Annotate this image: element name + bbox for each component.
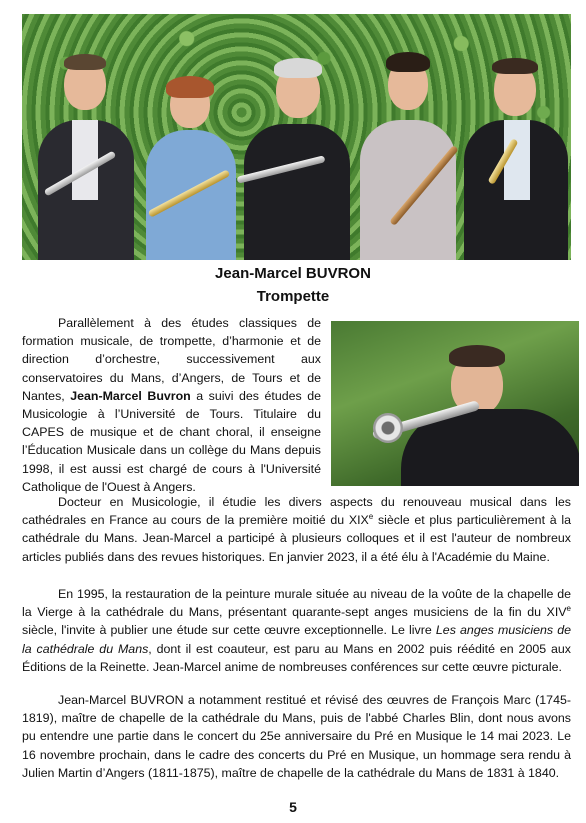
group-photo: [22, 14, 571, 260]
paragraph-4: Jean-Marcel BUVRON a notamment restitué et révisé des œuvres de François Marc (1745-1819), maître de chapelle de la cathédrale du Mans, puis de l'abbé Charles Blin, dont nous avons pu entendre une partie dans le concert du 25e anniversaire du Pré en Musique le 14 mai 2023. Le 16 novembre prochain, dans le cadre des concerts du Pré en Musique, un hommage sera rendu à Julien Martin d’Angers (1811-1875), maître de chapelle de la cathédrale du Mans de 1831 à 1840.: [22, 693, 571, 780]
musician-3: [236, 34, 356, 260]
trumpet-bell-icon: [373, 413, 403, 443]
paragraph-1-text-a: Parallèlement à des études classiques de formation musicale, de trompette, d’harmonie et de direction d’orchestre, successivement aux conservatoires du Mans, d’Angers, de Tours et de Nantes,: [22, 316, 321, 403]
paragraph-2: [22, 493, 571, 566]
paragraph-1-bold-name: Jean-Marcel Buvron: [70, 388, 191, 403]
trumpeter-hair: [449, 345, 505, 367]
paragraph-2-text-b: siècle et plus particulièrement à la cathédrale du Mans. Jean-Marcel a participé à plusieurs colloques et il est l'auteur de nombreux articles publiés dans des revues historiques. En janvier 2023, il a été élu à l'Académie du Maine.: [22, 513, 571, 564]
trumpeter-photo: [331, 321, 579, 486]
superscript: e: [566, 604, 571, 614]
musician-role: Trompette: [256, 288, 330, 305]
musician-1: [30, 30, 140, 260]
musician-2: [140, 40, 240, 260]
paragraph-2-text-a: Docteur en Musicologie, il étudie les divers aspects du renouveau musical dans les cathédrales en France au cours de la première moitié du XIX: [22, 495, 571, 528]
book-title: Les anges musiciens de la cathédrale du Mans: [22, 623, 571, 656]
superscript: e: [368, 512, 374, 522]
paragraph-3-text-b: siècle, l'invite à publier une étude sur cette œuvre exceptionnelle. Le livre: [22, 623, 436, 638]
paragraph-3-text-c: , dont il est coauteur, est paru au Mans en 2002 puis réédité en 2005 aux Éditions de la Reinette. Jean-Marcel anime de nombreuses conférences sur cette œuvre picturale.: [22, 641, 571, 674]
paragraph-3: [22, 585, 571, 676]
paragraph-1: [22, 314, 321, 496]
paragraph-3-text-a: En 1995, la restauration de la peinture murale située au niveau de la voûte de la chapelle de la Vierge à la cathédrale du Mans, présentant quarante-sept anges musiciens de la fin du XIV: [22, 587, 571, 620]
page-number: 5: [289, 799, 297, 815]
musician-5: [458, 34, 570, 260]
paragraph-1-text-b: a suivi des études de Musicologie à l’Université de Tours. Titulaire du CAPES de musique et de chant choral, il enseigne l’Éducation Musicale dans un collège du Mans depuis 1998, il est aussi est chargé de cours à l'Université Catholique de l'Ouest à Angers.: [22, 388, 321, 494]
musician-4: [352, 32, 462, 260]
musician-name: Jean-Marcel BUVRON: [215, 265, 371, 282]
